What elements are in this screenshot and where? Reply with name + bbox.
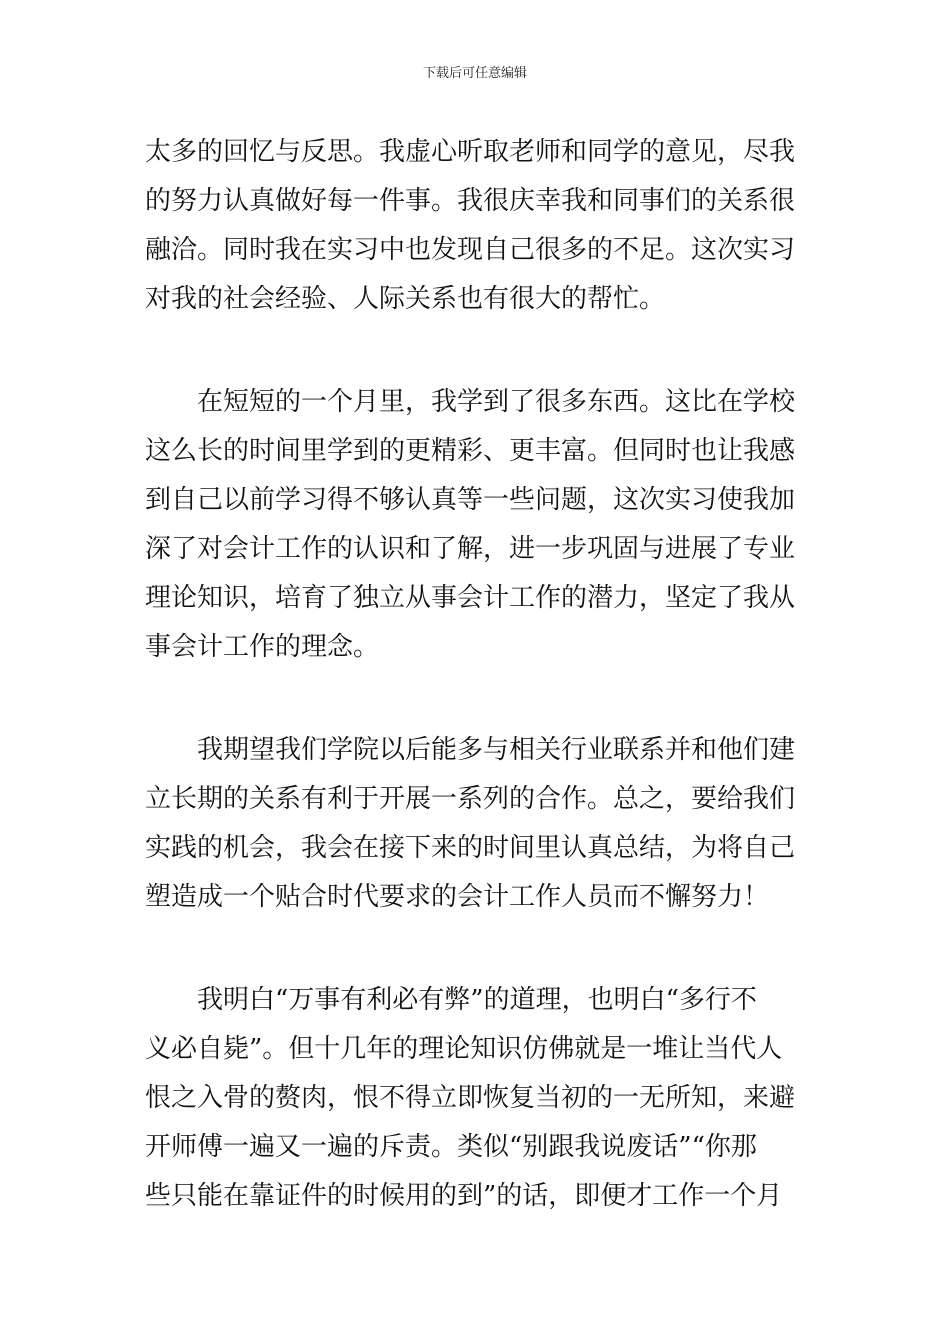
paragraph-spacer <box>145 324 805 378</box>
text-line: 融洽。同时我在实习中也发现自己很多的不足。这次实习 <box>145 235 796 265</box>
text-line: 义必自毙”。但十几年的理论知识仿佛就是一堆让当代人 <box>145 1034 783 1064</box>
document-body <box>145 128 805 1221</box>
text-line: 开师傅一遍又一遍的斥责。类似“别跟我说废话”“你那 <box>145 1132 757 1162</box>
text-line: 到自己以前学习得不够认真等一些问题，这次实习使我加 <box>145 485 796 515</box>
paragraph-1 <box>145 128 805 324</box>
paragraph-spacer <box>145 672 805 726</box>
text-line: 深了对会计工作的认识和了解，进一步巩固与进展了专业 <box>145 534 796 564</box>
text-line: 这么长的时间里学到的更精彩、更丰富。但同时也让我感 <box>145 436 796 466</box>
text-line: 理论知识，培育了独立从事会计工作的潜力，坚定了我从 <box>145 583 796 613</box>
text-line: 实践的机会，我会在接下来的时间里认真总结，为将自己 <box>145 833 796 863</box>
text-line: 我明白“万事有利必有弊”的道理，也明白“多行不 <box>197 985 757 1015</box>
text-line: 些只能在靠证件的时候用的到”的话，即便才工作一个月 <box>145 1181 783 1211</box>
text-line: 在短短的一个月里，我学到了很多东西。这比在学校 <box>197 387 796 417</box>
text-line: 事会计工作的理念。 <box>145 632 380 662</box>
text-line: 恨之入骨的赘肉，恨不得立即恢复当初的一无所知，来避 <box>145 1083 796 1113</box>
paragraph-3 <box>145 726 805 922</box>
text-line: 对我的社会经验、人际关系也有很大的帮忙。 <box>145 284 666 314</box>
text-line: 太多的回忆与反思。我虚心听取老师和同学的意见，尽我 <box>145 137 796 167</box>
text-line: 的努力认真做好每一件事。我很庆幸我和同事们的关系很 <box>145 186 796 216</box>
paragraph-spacer <box>145 922 805 976</box>
text-line: 我期望我们学院以后能多与相关行业联系并和他们建 <box>197 735 796 765</box>
paragraph-2 <box>145 378 805 672</box>
text-line: 塑造成一个贴合时代要求的会计工作人员而不懈努力！ <box>145 882 770 912</box>
paragraph-4 <box>145 976 805 1221</box>
page-header: 下载后可任意编辑 <box>422 66 527 81</box>
text-line: 立长期的关系有利于开展一系列的合作。总之，要给我们 <box>145 784 796 814</box>
